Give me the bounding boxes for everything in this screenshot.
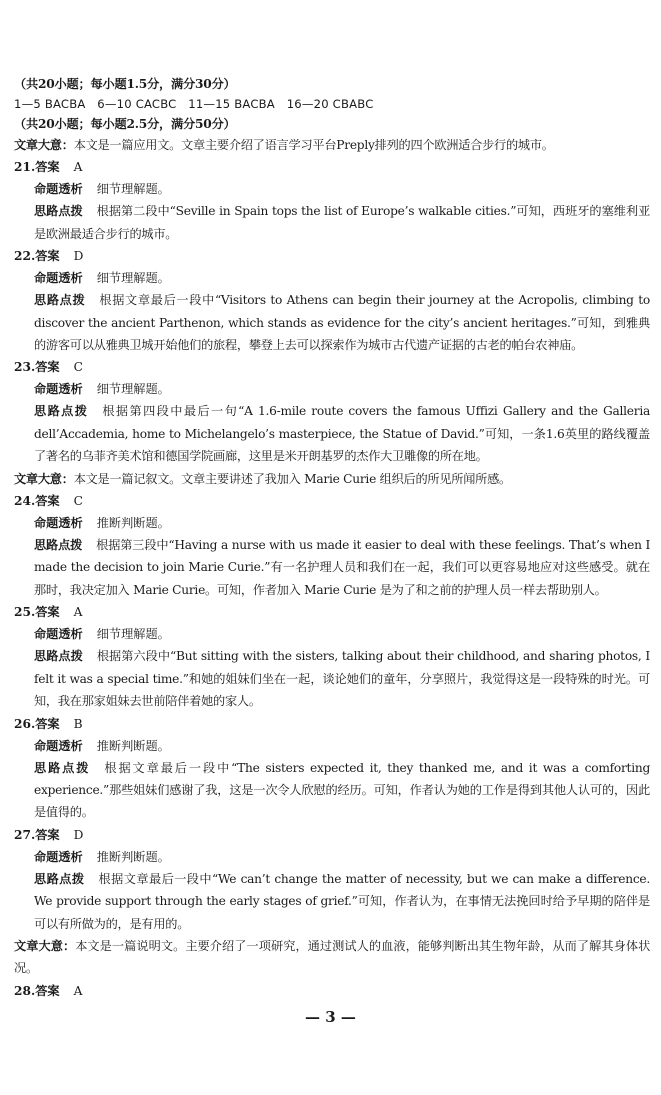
hint-label: 思路点拨 bbox=[34, 871, 85, 886]
analysis-row bbox=[14, 267, 650, 289]
hint-text: 根据文章最后一段中“Visitors to Athens can begin their journey at the Acropolis, climbing to discover the ancient Parthenon, which stands as evidence for the city’s ancient heritages.”可知，到雅典的游客可以从雅典卫城开始他们的旅程，攀登上去可以探索作为城市古代遗产证据的古老的帕台农神庙。 bbox=[34, 293, 650, 353]
question-24 bbox=[14, 490, 650, 512]
article-summary-3 bbox=[14, 935, 650, 980]
hint-text: 根据文章最后一段中“We can’t change the matter of necessity, but we can make a difference. We provide support through the early stages of grief.”可知，作者认为，在事情无法挽回时给予早期的陪伴是可以有所做为的，是有用的。 bbox=[34, 871, 651, 931]
question-28 bbox=[14, 980, 650, 1002]
summary-text: 本文是一篇说明文。主要介绍了一项研究，通过测试人的血液，能够判断出其生物年龄，从而了解其身体状况。 bbox=[14, 938, 651, 976]
analysis-value: 推断判断题。 bbox=[96, 849, 170, 864]
hint-label: 思路点拨 bbox=[34, 760, 91, 775]
analysis-value: 细节理解题。 bbox=[96, 382, 170, 397]
answer-label: 答案 bbox=[35, 160, 60, 175]
answer-label: 答案 bbox=[35, 716, 60, 731]
article-summary-1 bbox=[14, 134, 650, 156]
analysis-label: 命题透析 bbox=[34, 271, 83, 286]
question-23 bbox=[14, 356, 650, 378]
analysis-row bbox=[14, 735, 650, 757]
answer-value: D bbox=[73, 249, 84, 264]
hint-row bbox=[14, 868, 650, 935]
hint-row bbox=[14, 645, 650, 712]
summary-label: 文章大意： bbox=[14, 138, 74, 152]
analysis-row bbox=[14, 378, 650, 400]
question-27 bbox=[14, 824, 650, 846]
hint-label: 思路点拨 bbox=[34, 293, 86, 308]
hint-label: 思路点拨 bbox=[34, 404, 89, 419]
hint-row bbox=[14, 534, 650, 601]
summary-text: 本文是一篇应用文。文章主要介绍了语言学习平台Preply排列的四个欧洲适合步行的城市。 bbox=[73, 138, 554, 152]
section1-answers: 1—5 BACBA 6—10 CACBC 11—15 BACBA 16—20 CBABC bbox=[14, 97, 374, 111]
page-number: — 3 — bbox=[305, 1008, 356, 1026]
analysis-value: 细节理解题。 bbox=[96, 271, 170, 286]
question-26 bbox=[14, 713, 650, 735]
answer-label: 答案 bbox=[35, 249, 60, 264]
analysis-value: 推断判断题。 bbox=[96, 516, 170, 531]
answer-value: A bbox=[73, 983, 83, 998]
analysis-value: 推断判断题。 bbox=[96, 738, 170, 753]
question-number: 22. bbox=[14, 249, 36, 264]
hint-text: 根据第二段中“Seville in Spain tops the list of Europe’s walkable cities.”可知，西班牙的塞维利亚是欧洲最适合步行的城市。 bbox=[34, 204, 651, 241]
hint-row bbox=[14, 757, 650, 824]
summary-text: 本文是一篇记叙文。文章主要讲述了我加入 Marie Curie 组织后的所见所闻所感。 bbox=[73, 471, 511, 486]
hint-label: 思路点拨 bbox=[34, 649, 83, 664]
summary-label: 文章大意： bbox=[14, 471, 74, 486]
analysis-label: 命题透析 bbox=[34, 627, 83, 642]
analysis-label: 命题透析 bbox=[34, 516, 83, 531]
hint-text: 根据第六段中“But sitting with the sisters, talking about their childhood, and sharing photos, I felt it was a special time.”和她的姐妹们坐在一起，谈论她们的童年，分享照片，我觉得这是一段特殊的时光。可知，我在那家姐妹去世前陪伴着她的家人。 bbox=[34, 649, 651, 709]
answer-label: 答案 bbox=[35, 494, 60, 509]
analysis-label: 命题透析 bbox=[34, 382, 83, 397]
hint-text: 根据第四段中最后一句“A 1.6-mile route covers the famous Uffizi Gallery and the Galleria dell’Accademia, home to Michelangelo’s masterpiece, the Statue of David.”可知，一条1.6英里的路线覆盖了著名的乌菲齐美术馆和德国学院画廊，这里是米开朗基罗的杰作大卫雕像的所在地。 bbox=[34, 404, 650, 464]
section2-header: （共20小题；每小题2.5分，满分50分） bbox=[14, 117, 236, 131]
question-number: 26. bbox=[14, 716, 36, 731]
article-summary-2 bbox=[14, 468, 650, 490]
answer-value: A bbox=[73, 605, 83, 620]
answer-value: A bbox=[73, 160, 83, 175]
question-number: 21. bbox=[14, 160, 36, 175]
question-number: 27. bbox=[14, 827, 36, 842]
analysis-value: 细节理解题。 bbox=[96, 182, 170, 197]
answer-label: 答案 bbox=[35, 983, 60, 998]
question-number: 25. bbox=[14, 605, 36, 620]
analysis-label: 命题透析 bbox=[34, 182, 83, 197]
document-page bbox=[14, 74, 650, 1002]
hint-text: 根据第三段中“Having a nurse with us made it easier to deal with these feelings. That’s when I made the decision to join Marie Curie.”有一名护理人员和我们在一起，我们可以更容易地应对这些感受。就在那时，我决定加入 Marie Curie。可知，作者加入 Marie Curie 是为了和之前的护理人员一样去帮助别人。 bbox=[34, 538, 651, 597]
question-22 bbox=[14, 245, 650, 267]
question-number: 23. bbox=[14, 360, 36, 375]
hint-row bbox=[14, 400, 650, 467]
section1-header: （共20小题；每小题1.5分，满分30分） bbox=[14, 77, 236, 91]
analysis-row bbox=[14, 178, 650, 200]
analysis-value: 细节理解题。 bbox=[96, 627, 170, 642]
question-number: 24. bbox=[14, 494, 36, 509]
analysis-row bbox=[14, 623, 650, 645]
hint-row bbox=[14, 289, 650, 356]
hint-label: 思路点拨 bbox=[34, 538, 83, 553]
hint-row bbox=[14, 200, 650, 245]
question-25 bbox=[14, 601, 650, 623]
question-number: 28. bbox=[14, 983, 36, 998]
answer-value: B bbox=[73, 716, 83, 731]
answer-label: 答案 bbox=[35, 605, 60, 620]
hint-label: 思路点拨 bbox=[34, 204, 83, 219]
summary-label: 文章大意： bbox=[14, 938, 76, 953]
analysis-label: 命题透析 bbox=[34, 849, 83, 864]
answer-value: C bbox=[73, 494, 83, 509]
answer-label: 答案 bbox=[35, 360, 60, 375]
question-21 bbox=[14, 156, 650, 178]
answer-value: D bbox=[73, 827, 84, 842]
answer-value: C bbox=[73, 360, 83, 375]
analysis-row bbox=[14, 512, 650, 534]
analysis-row bbox=[14, 846, 650, 868]
analysis-label: 命题透析 bbox=[34, 738, 83, 753]
answer-label: 答案 bbox=[35, 827, 60, 842]
hint-text: 根据文章最后一段中“The sisters expected it, they thanked me, and it was a comforting experience.”那些姐妹们感谢了我，这是一次令人欣慰的经历。可知，作者认为她的工作是得到其他人认可的，因此是值得的。 bbox=[34, 760, 650, 820]
